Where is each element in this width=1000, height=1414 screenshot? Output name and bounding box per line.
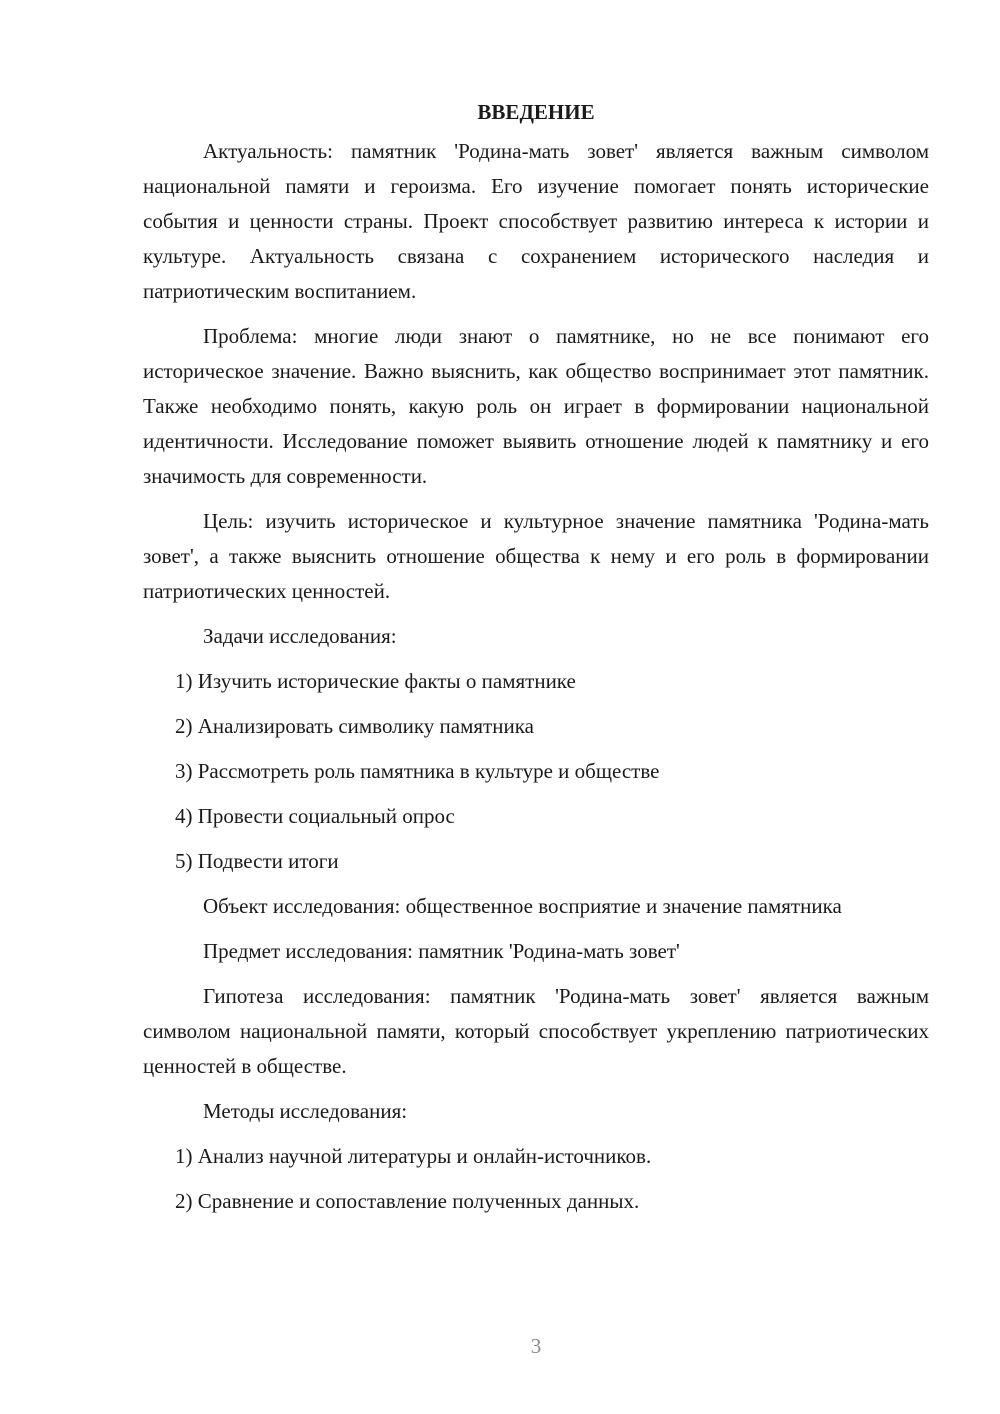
tasks-list: [143, 664, 929, 879]
problem-paragraph: Проблема: многие люди знают о памятнике, но не все понимают его историческое значение. Важно выяснить, как общество воспринимает этот памятник. Также необходимо понять, какую роль он играет в формировании национальной идентичности. Исследование поможет выявить отношение людей к памятнику и его значимость для современности.: [143, 324, 929, 488]
page-number: 3: [530, 1334, 542, 1358]
methods-list: [143, 1139, 929, 1219]
task-item: 5) Подвести итоги: [175, 849, 339, 873]
page-content: [143, 96, 929, 1229]
hypothesis-paragraph: Гипотеза исследования: памятник 'Родина-мать зовет' является важным символом национальной памяти, который способствует укреплению патриотических ценностей в обществе.: [143, 984, 929, 1078]
goal-paragraph: Цель: изучить историческое и культурное значение памятника 'Родина-мать зовет', а также выяснить отношение общества к нему и его роль в формировании патриотических ценностей.: [143, 509, 929, 603]
task-item: 3) Рассмотреть роль памятника в культуре и обществе: [175, 759, 660, 783]
object-paragraph: Объект исследования: общественное восприятие и значение памятника: [203, 894, 842, 918]
section-heading: ВВЕДЕНИЕ: [477, 100, 595, 124]
method-item: 2) Сравнение и сопоставление полученных данных.: [175, 1189, 640, 1213]
methods-title: Методы исследования:: [203, 1099, 408, 1123]
method-item: 1) Анализ научной литературы и онлайн-источников.: [175, 1144, 652, 1168]
relevance-paragraph: Актуальность: памятник 'Родина-мать зовет' является важным символом национальной памяти и героизма. Его изучение помогает понять исторические события и ценности страны. Проект способствует развитию интереса к истории и культуре. Актуальность связана с сохранением исторического наследия и патриотическим воспитанием.: [143, 139, 929, 303]
task-item: 2) Анализировать символику памятника: [175, 714, 534, 738]
task-item: 4) Провести социальный опрос: [175, 804, 455, 828]
subject-paragraph: Предмет исследования: памятник 'Родина-мать зовет': [203, 939, 680, 963]
task-item: 1) Изучить исторические факты о памятнике: [175, 669, 576, 693]
tasks-title: Задачи исследования:: [203, 624, 397, 648]
